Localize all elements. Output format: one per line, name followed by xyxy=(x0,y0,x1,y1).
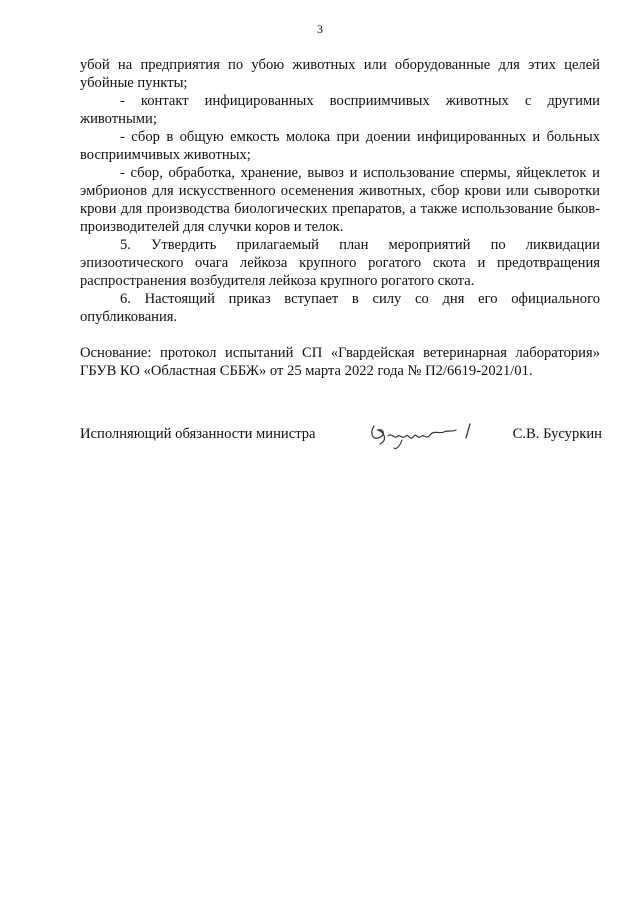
paragraph-slaughter-continuation: убой на предприятия по убою животных или оборудованные для этих целей убойные пункты; xyxy=(80,57,600,91)
signature-block xyxy=(80,418,602,458)
paragraph-item-6: 6. Настоящий приказ вступает в силу со дня его официального опубликования. xyxy=(80,291,600,325)
handwritten-signature xyxy=(366,418,486,454)
signatory-name: С.В. Бусуркин xyxy=(512,426,602,442)
paragraph-contact-item: - контакт инфицированных восприимчивых животных с другими животными; xyxy=(80,93,600,127)
basis-paragraph: Основание: протокол испытаний СП «Гвардейская ветеринарная лаборатория» ГБУВ КО «Областная СББЖ» от 25 марта 2022 года № П2/6619-2021/01. xyxy=(80,345,600,379)
paragraph-item-5: 5. Утвердить прилагаемый план мероприятий по ликвидации эпизоотического очага лейкоза крупного рогатого скота и предотвращения распространения возбудителя лейкоза крупного рогатого скота. xyxy=(80,237,600,289)
signatory-title: Исполняющий обязанности министра xyxy=(80,426,316,442)
paragraph-sperm-item: - сбор, обработка, хранение, вывоз и использование спермы, яйцеклеток и эмбрионов для искусственного осеменения животных, сбор крови или сыворотки крови для производства биологических препаратов, а также использование быков-производителей для случки коров и телок. xyxy=(80,165,600,235)
page-number: 3 xyxy=(317,22,323,36)
document-body xyxy=(80,56,600,380)
paragraph-milk-item: - сбор в общую емкость молока при доении инфицированных и больных восприимчивых животных; xyxy=(80,129,600,163)
